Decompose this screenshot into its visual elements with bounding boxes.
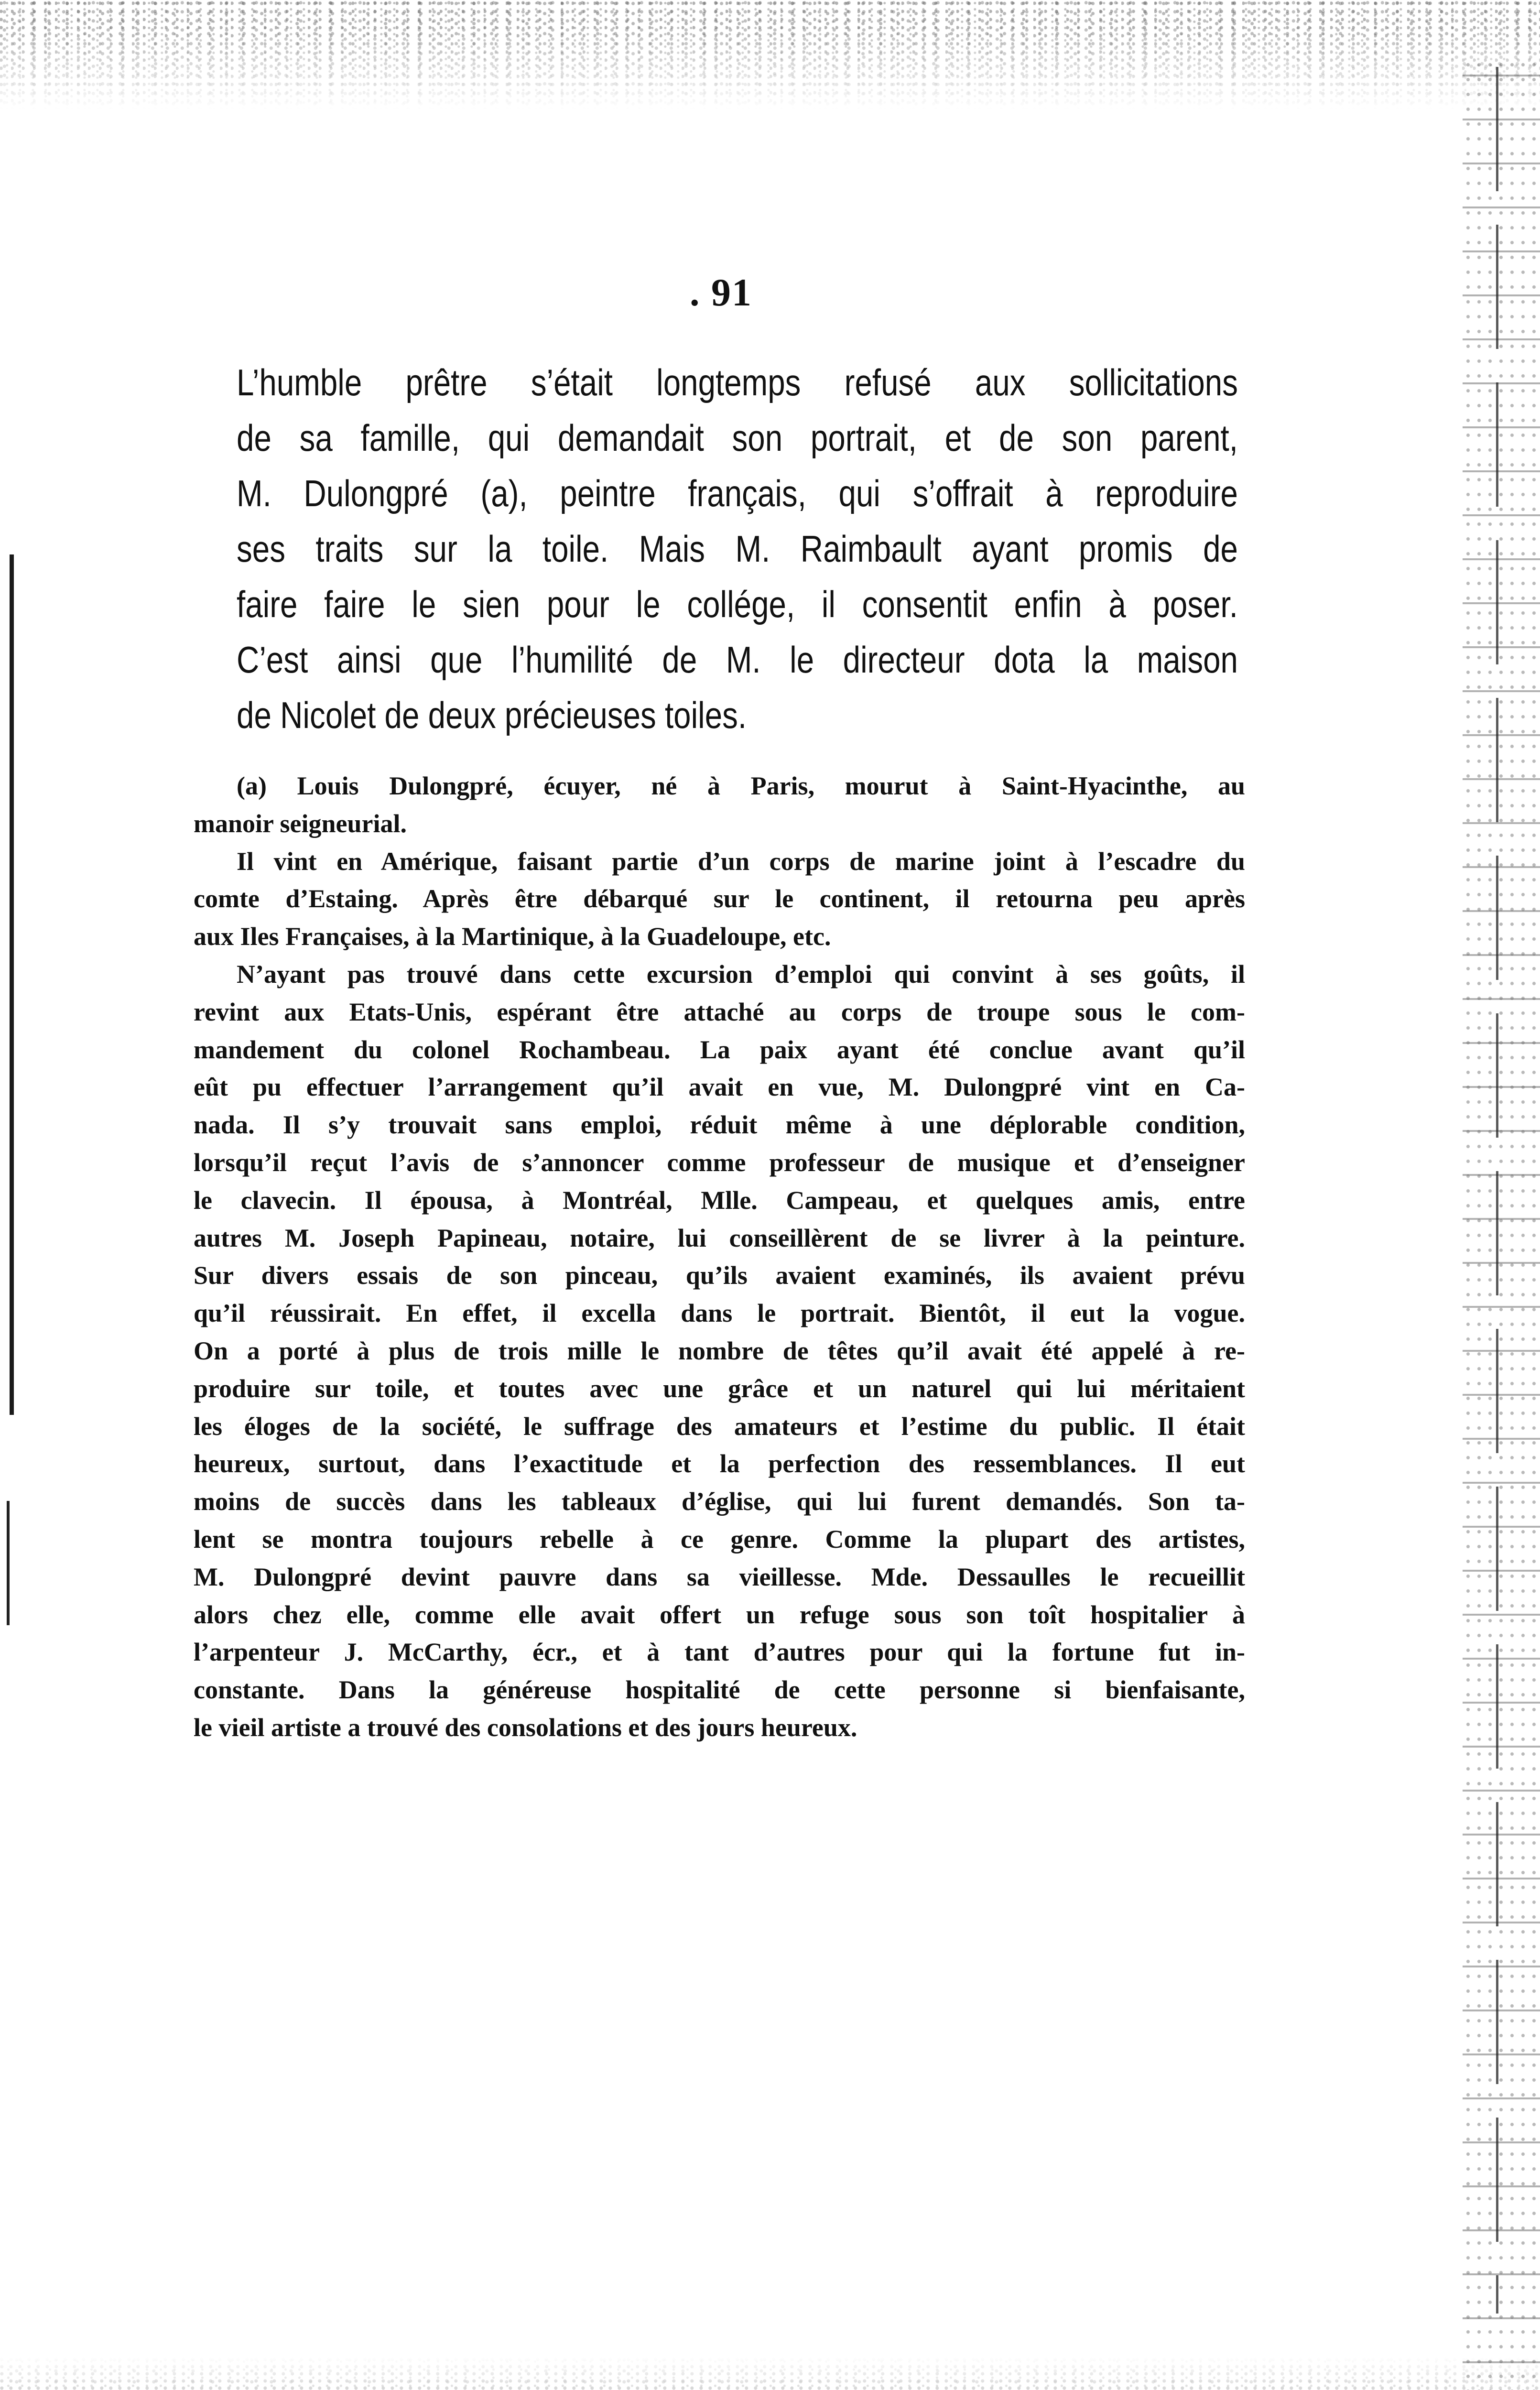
footnote-line: manoir seigneurial. [194,809,407,838]
scan-noise-right [1463,57,1540,2390]
footnote-line: eût pu effectuer l’arrangement qu’il avait en vue, M. Dulongpré vint en Ca- [194,1073,1245,1102]
footnote-line: lorsqu’il reçut l’avis de s’annoncer comme professeur de musique et d’enseigner [194,1148,1245,1177]
footnote-line: Il vint en Amérique, faisant partie d’un corps de marine joint à l’escadre du [237,847,1245,876]
main-line: de sa famille, qui demandait son portrait, et de son parent, [237,417,1238,459]
footnote-line: constante. Dans la généreuse hospitalité de cette personne si bienfaisante, [194,1675,1245,1705]
footnote-line: N’ayant pas trouvé dans cette excursion d’emploi qui convint à ses goûts, il [237,959,1245,989]
footnote-line: nada. Il s’y trouvait sans emploi, réduit même à une déplorable condition, [194,1110,1245,1140]
footnote-line: Sur divers essais de son pinceau, qu’ils avaient examinés, ils avaient prévu [194,1261,1245,1290]
footnote-line: revint aux Etats-Unis, espérant être attaché au corps de troupe sous le com- [194,997,1245,1026]
footnote-line: le vieil artiste a trouvé des consolations et des jours heureux. [194,1713,857,1742]
footnote-line: alors chez elle, comme elle avait offert un refuge sous son toît hospitalier à [194,1600,1245,1629]
footnote-line: lent se montra toujours rebelle à ce genre. Comme la plupart des artistes, [194,1524,1245,1554]
scan-edge-left-lower [7,1501,10,1625]
footnote-line: l’arpenteur J. McCarthy, écr., et à tant d’autres pour qui la fortune fut in- [194,1638,1245,1667]
main-line: M. Dulongpré (a), peintre français, qui s’offrait à reproduire [237,472,1238,514]
footnote-line: M. Dulongpré devint pauvre dans sa vieillesse. Mde. Dessaulles le recueillit [194,1562,1245,1591]
scan-edge-right [1496,67,1498,2314]
footnote-line: moins de succès dans les tableaux d’église, qui lui furent demandés. Son ta- [194,1487,1245,1516]
main-line: C’est ainsi que l’humilité de M. le directeur dota la maison [237,639,1238,681]
scan-noise-top [0,0,1540,110]
footnote-line: autres M. Joseph Papineau, notaire, lui conseillèrent de se livrer à la peinture. [194,1223,1245,1252]
footnote [194,767,1245,1747]
footnote-paragraph [194,843,1245,956]
footnote-line: (a) Louis Dulongpré, écuyer, né à Paris, mourut à Saint-Hyacinthe, au [237,771,1245,800]
footnote-line: les éloges de la société, le suffrage des amateurs et l’estime du public. Il était [194,1412,1245,1441]
scan-edge-left [10,554,14,1415]
footnote-line: aux Iles Françaises, à la Martinique, à la Guadeloupe, etc. [194,922,831,951]
main-line: L’humble prêtre s’était longtemps refusé aux sollicitations [237,361,1238,403]
main-line: de Nicolet de deux précieuses toiles. [237,694,747,736]
footnote-line: comte d’Estaing. Après être débarqué sur le continent, il retourna peu après [194,884,1245,913]
page-number: . 91 [690,271,752,314]
footnote-line: mandement du colonel Rochambeau. La paix ayant été conclue avant qu’il [194,1035,1245,1064]
footnote-paragraph [194,956,1245,1747]
main-paragraph [237,355,1238,743]
main-line: faire faire le sien pour le collége, il consentit enfin à poser. [237,583,1238,625]
scan-noise-bottom [0,2357,1540,2390]
footnote-line: heureux, surtout, dans l’exactitude et la perfection des ressemblances. Il eut [194,1449,1245,1478]
footnote-line: On a porté à plus de trois mille le nombre de têtes qu’il avait été appelé à re- [194,1336,1245,1365]
main-line: ses traits sur la toile. Mais M. Raimbault ayant promis de [237,528,1238,570]
footnote-line: qu’il réussirait. En effet, il excella dans le portrait. Bientôt, il eut la vogue. [194,1299,1245,1328]
footnote-paragraph [194,767,1245,843]
footnote-line: produire sur toile, et toutes avec une grâce et un naturel qui lui méritaient [194,1374,1245,1403]
footnote-line: le clavecin. Il épousa, à Montréal, Mlle. Campeau, et quelques amis, entre [194,1185,1245,1215]
